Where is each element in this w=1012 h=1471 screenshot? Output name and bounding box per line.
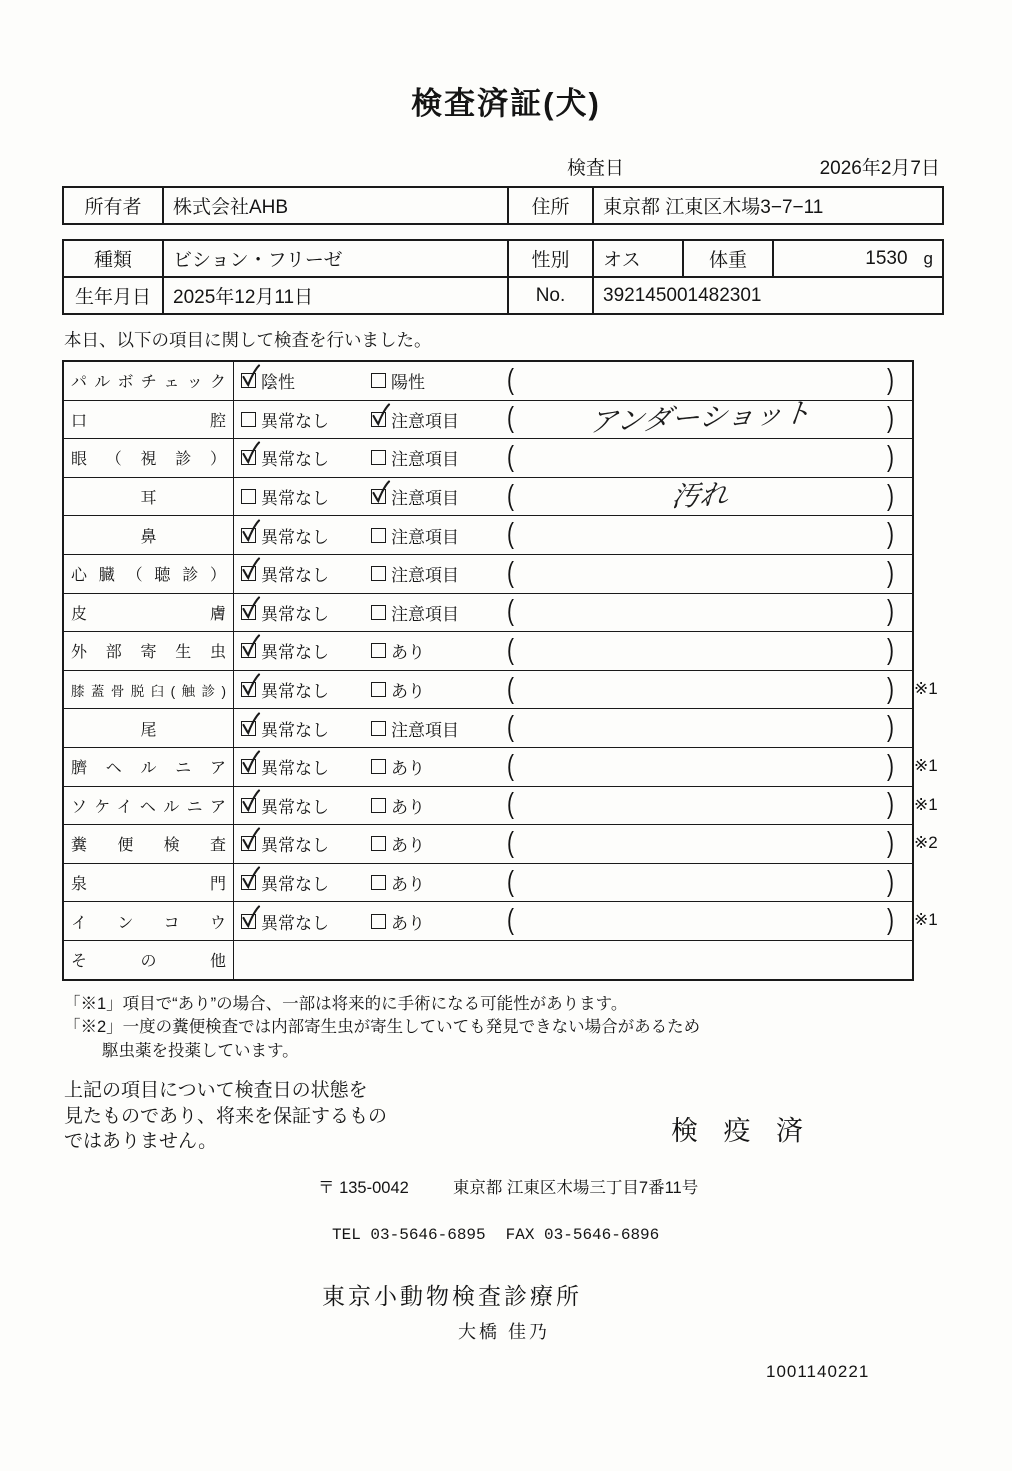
checkbox-icon — [241, 836, 256, 851]
item-label: インコウ — [71, 914, 226, 932]
remarks-field — [501, 750, 912, 782]
item-label: 尾 — [140, 721, 157, 739]
note-area — [514, 758, 887, 776]
item-body-cell — [234, 478, 912, 516]
item-body-cell — [234, 902, 938, 940]
option-1 — [241, 484, 371, 509]
option-2 — [371, 754, 501, 779]
note-area — [514, 874, 887, 892]
note-area — [514, 719, 887, 737]
checklist-row — [64, 825, 938, 864]
close-paren: ) — [887, 711, 894, 743]
checklist-row — [64, 632, 912, 671]
item-label-cell — [64, 439, 234, 477]
handwritten-note: アンダーショット — [587, 396, 813, 440]
checkmark-icon — [240, 519, 262, 543]
checklist-row — [64, 902, 938, 941]
checkbox-icon — [241, 605, 256, 620]
item-body-cell — [234, 439, 912, 477]
checklist-row — [64, 787, 938, 826]
quarantine-stamp: 検 疫 済 — [670, 1116, 812, 1147]
open-paren: ( — [507, 364, 514, 396]
checkbox-icon — [371, 721, 386, 736]
option-2-label: 注意項目 — [391, 489, 459, 509]
option-1 — [241, 909, 371, 934]
open-paren: ( — [507, 711, 514, 743]
note-area — [514, 396, 887, 440]
checkbox-icon — [371, 528, 386, 543]
clinic-name: 東京小動物検査診療所 — [322, 1283, 582, 1310]
checkmark-icon — [240, 905, 262, 929]
weight-number: 1530 — [865, 247, 908, 269]
checklist-row — [64, 941, 912, 979]
item-label: 臍ヘルニア — [71, 760, 226, 778]
option-1 — [241, 445, 371, 470]
checklist-row — [64, 396, 912, 440]
close-paren: ) — [887, 789, 894, 821]
option-1-label: 異常なし — [261, 682, 329, 702]
open-paren: ( — [507, 634, 514, 666]
open-paren: ( — [507, 441, 514, 473]
option-1 — [241, 793, 371, 818]
option-2 — [371, 870, 501, 895]
item-body-cell — [234, 787, 938, 825]
checkbox-icon — [371, 412, 386, 427]
checkbox-icon — [371, 643, 386, 658]
clinic-address — [318, 1174, 1012, 1198]
item-label: パルボチェック — [71, 374, 226, 392]
sex-label: 性別 — [508, 240, 593, 277]
option-2 — [371, 561, 501, 586]
disclaimer-line-2: 見たものであり、将来を保証するもの — [64, 1105, 388, 1127]
option-2 — [371, 484, 501, 509]
footnote-2: 「※2」一度の糞便検査では内部寄生虫が寄生していても発見できない場合があるため — [64, 1018, 701, 1037]
close-paren: ) — [887, 364, 894, 396]
item-label-cell — [64, 362, 234, 400]
checkbox-icon — [241, 412, 256, 427]
disclaimer-text — [64, 1078, 387, 1154]
option-1 — [241, 368, 371, 393]
item-label: 外部寄生虫 — [71, 644, 226, 662]
option-2 — [371, 831, 501, 856]
open-paren: ( — [507, 557, 514, 589]
document-number: 1001140221 — [766, 1362, 870, 1382]
footnote-mark: ※1 — [914, 678, 938, 698]
option-2-label: 注意項目 — [391, 566, 459, 586]
option-1-label: 異常なし — [261, 875, 329, 895]
close-paren: ) — [887, 518, 894, 551]
option-1 — [241, 523, 371, 548]
option-1-label: 陰性 — [261, 373, 295, 393]
open-paren: ( — [507, 403, 514, 435]
note-area — [514, 642, 887, 660]
footnote-1: 「※1」項目で“あり”の場合、一部は将来的に手術になる可能性があります。 — [64, 994, 628, 1013]
open-paren: ( — [507, 866, 514, 898]
owner-label: 所有者 — [63, 187, 163, 224]
remarks-field — [501, 673, 912, 705]
checkmark-icon — [240, 441, 262, 465]
weight-unit: g — [923, 248, 933, 268]
close-paren: ) — [887, 673, 894, 705]
option-1-label: 異常なし — [261, 643, 329, 663]
street-address: 東京都 江東区木場三丁目7番11号 — [452, 1179, 699, 1198]
open-paren: ( — [507, 904, 514, 936]
checkmark-icon — [240, 827, 262, 851]
note-area — [514, 565, 887, 583]
breed-label: 種類 — [63, 240, 163, 277]
note-area — [514, 526, 887, 544]
checkbox-icon — [241, 450, 256, 465]
remarks-field — [501, 364, 912, 396]
item-label: 耳 — [140, 490, 157, 508]
disclaimer-line-1: 上記の項目について検査日の状態を — [64, 1080, 368, 1102]
item-body-cell — [234, 516, 912, 554]
item-label-cell — [64, 478, 234, 516]
checkmark-icon — [240, 673, 262, 697]
item-label-cell — [64, 941, 234, 979]
weight-label: 体重 — [683, 240, 773, 277]
option-2 — [371, 793, 501, 818]
option-2-label: 注意項目 — [391, 720, 459, 740]
item-body-cell — [234, 396, 912, 440]
close-paren: ) — [887, 866, 894, 898]
sex-value: オス — [593, 240, 683, 277]
remarks-field — [501, 827, 912, 859]
close-paren: ) — [887, 441, 894, 473]
item-body-cell — [234, 748, 938, 786]
footnote-mark: ※1 — [914, 755, 938, 775]
item-label: 心臓（聴診） — [71, 567, 226, 585]
checklist-row — [64, 439, 912, 478]
checklist-row — [64, 555, 912, 594]
item-label-cell — [64, 902, 234, 940]
note-area — [514, 603, 887, 621]
item-label-cell — [64, 787, 234, 825]
open-paren: ( — [507, 518, 514, 551]
option-2-label: あり — [391, 875, 425, 895]
owner-value: 株式会社AHB — [163, 187, 508, 224]
footnote-2-continued: 駆虫薬を投薬しています。 — [102, 1042, 299, 1061]
intro-text: 本日、以下の項目に関して検査を行いました。 — [64, 330, 432, 350]
number-label: No. — [508, 277, 593, 314]
disclaimer-line-3: ではありません。 — [64, 1130, 218, 1152]
option-2 — [371, 600, 501, 625]
option-1-label: 異常なし — [261, 836, 329, 856]
remarks-field — [501, 596, 912, 628]
option-2 — [371, 368, 501, 393]
checkbox-icon — [241, 643, 256, 658]
item-label: その他 — [71, 953, 226, 971]
option-2-label: あり — [391, 836, 425, 856]
item-label: 糞便検査 — [71, 837, 226, 855]
address-label: 住所 — [508, 187, 593, 224]
remarks-field — [501, 477, 912, 517]
item-label: 皮膚 — [71, 605, 226, 623]
clinic-phone-line — [332, 1226, 1012, 1244]
option-2 — [371, 407, 501, 432]
close-paren: ) — [887, 827, 894, 859]
checklist-row — [64, 478, 912, 517]
checklist-table — [62, 360, 938, 981]
option-1 — [241, 831, 371, 856]
option-2-label: あり — [391, 759, 425, 779]
checkbox-icon — [371, 836, 386, 851]
option-1 — [241, 870, 371, 895]
item-body-cell — [234, 941, 912, 979]
option-2-label: あり — [391, 682, 425, 702]
checklist-row — [64, 516, 912, 555]
checkbox-icon — [371, 798, 386, 813]
option-1 — [241, 407, 371, 432]
checkbox-icon — [371, 914, 386, 929]
option-1-label: 異常なし — [261, 450, 329, 470]
remarks-field — [501, 557, 912, 589]
item-label-cell — [64, 748, 234, 786]
item-body-cell — [234, 864, 912, 902]
disclaimer-row — [64, 1078, 864, 1154]
option-1 — [241, 600, 371, 625]
checkbox-icon — [371, 373, 386, 388]
checkmark-icon — [240, 789, 262, 813]
item-label-cell — [64, 594, 234, 632]
option-1-label: 異常なし — [261, 720, 329, 740]
option-1-label: 異常なし — [261, 913, 329, 933]
owner-table — [62, 186, 944, 225]
checkmark-icon — [240, 364, 262, 388]
item-label-cell — [64, 864, 234, 902]
option-2-label: あり — [391, 913, 425, 933]
dog-info-table — [62, 239, 944, 315]
option-1-label: 異常なし — [261, 604, 329, 624]
item-label-cell — [64, 671, 234, 709]
checkbox-icon — [241, 798, 256, 813]
item-label-cell — [64, 709, 234, 747]
option-2-label: あり — [391, 643, 425, 663]
option-1-label: 異常なし — [261, 566, 329, 586]
item-label: 眼（視診） — [71, 451, 226, 469]
checkmark-icon — [240, 712, 262, 736]
remarks-field — [501, 396, 912, 440]
footnotes — [64, 993, 1012, 1065]
note-area — [514, 681, 887, 699]
checkmark-icon — [240, 866, 262, 890]
option-2 — [371, 523, 501, 548]
checkmark-icon — [240, 596, 262, 620]
checkmark-icon — [240, 557, 262, 581]
close-paren: ) — [887, 403, 894, 435]
item-label: 泉門 — [71, 876, 226, 894]
postal-code: 〒 135-0042 — [318, 1179, 409, 1198]
option-2-label: あり — [391, 797, 425, 817]
birthdate-label: 生年月日 — [63, 277, 163, 314]
item-label: 膝蓋骨脱臼(触診) — [71, 683, 226, 699]
item-label-cell — [64, 516, 234, 554]
checkmark-icon — [240, 750, 262, 774]
close-paren: ) — [887, 904, 894, 936]
option-1 — [241, 716, 371, 741]
open-paren: ( — [507, 596, 514, 628]
note-area — [514, 477, 887, 517]
checklist-row — [64, 748, 938, 787]
item-label: 口腔 — [71, 412, 226, 430]
footnote-mark: ※1 — [914, 794, 938, 814]
checkbox-icon — [241, 528, 256, 543]
option-2 — [371, 638, 501, 663]
open-paren: ( — [507, 789, 514, 821]
checkbox-icon — [241, 875, 256, 890]
checkbox-icon — [371, 759, 386, 774]
option-2 — [371, 716, 501, 741]
inspection-date-value: 2026年2月7日 — [819, 158, 940, 179]
examiner-name: 大橋 佳乃 — [458, 1322, 551, 1343]
option-1-label: 異常なし — [261, 411, 329, 431]
open-paren: ( — [507, 827, 514, 859]
checkmark-icon — [240, 634, 262, 658]
remarks-field — [501, 518, 912, 551]
option-1-label: 異常なし — [261, 797, 329, 817]
item-label-cell — [64, 401, 234, 439]
checkbox-icon — [371, 450, 386, 465]
item-label-cell — [64, 555, 234, 593]
number-value: 392145001482301 — [593, 277, 943, 314]
item-body-cell — [234, 594, 912, 632]
option-2-label: 注意項目 — [391, 411, 459, 431]
checkbox-icon — [371, 566, 386, 581]
option-1-label: 異常なし — [261, 527, 329, 547]
footnote-mark: ※2 — [914, 833, 938, 853]
item-body-cell — [234, 555, 912, 593]
checkmark-icon — [370, 480, 392, 504]
option-1-label: 異常なし — [261, 759, 329, 779]
note-area — [514, 912, 887, 930]
remarks-field — [501, 711, 912, 743]
weight-value — [773, 240, 943, 277]
item-label: ソケイヘルニア — [71, 798, 226, 816]
checklist-row — [64, 709, 912, 748]
checkbox-icon — [241, 373, 256, 388]
checklist-row — [64, 671, 938, 710]
checkbox-icon — [371, 682, 386, 697]
close-paren: ) — [887, 557, 894, 589]
option-2 — [371, 909, 501, 934]
option-1 — [241, 677, 371, 702]
remarks-field — [501, 441, 912, 473]
checklist-row — [64, 864, 912, 903]
inspection-date-row — [62, 153, 940, 180]
option-2-label: 注意項目 — [391, 604, 459, 624]
item-label-cell — [64, 632, 234, 670]
item-label-cell — [64, 825, 234, 863]
handwritten-note: 汚れ — [670, 477, 731, 513]
item-body-cell — [234, 825, 938, 863]
option-1 — [241, 638, 371, 663]
note-area — [514, 835, 887, 853]
checkbox-icon — [371, 605, 386, 620]
option-2-label: 注意項目 — [391, 527, 459, 547]
open-paren: ( — [507, 750, 514, 782]
option-1 — [241, 561, 371, 586]
remarks-field — [501, 634, 912, 666]
option-1 — [241, 754, 371, 779]
checkbox-icon — [241, 759, 256, 774]
checkbox-icon — [241, 914, 256, 929]
checkbox-icon — [371, 489, 386, 504]
checklist-row — [64, 594, 912, 633]
address-value: 東京都 江東区木場3−7−11 — [593, 187, 943, 224]
open-paren: ( — [507, 480, 514, 512]
note-area — [514, 449, 887, 467]
open-paren: ( — [507, 673, 514, 705]
close-paren: ) — [887, 596, 894, 628]
remarks-field — [501, 789, 912, 821]
item-body-cell — [234, 671, 938, 709]
option-2 — [371, 445, 501, 470]
footnote-mark: ※1 — [914, 910, 938, 930]
remarks-field — [501, 866, 912, 898]
remarks-field — [501, 904, 912, 936]
checkbox-icon — [241, 489, 256, 504]
close-paren: ) — [887, 634, 894, 666]
option-2 — [371, 677, 501, 702]
birthdate-value: 2025年12月11日 — [163, 277, 508, 314]
close-paren: ) — [887, 750, 894, 782]
note-area — [514, 372, 887, 390]
checkbox-icon — [241, 566, 256, 581]
item-label: 鼻 — [140, 528, 157, 546]
item-body-cell — [234, 709, 912, 747]
breed-value: ビション・フリーゼ — [163, 240, 508, 277]
option-1-label: 異常なし — [261, 489, 329, 509]
checkbox-icon — [371, 875, 386, 890]
tel-number: TEL 03-5646-6895 — [332, 1226, 486, 1245]
fax-number: FAX 03-5646-6896 — [505, 1226, 660, 1245]
option-2-label: 注意項目 — [391, 450, 459, 470]
document-title: 検査済証(犬) — [411, 86, 601, 121]
item-body-cell — [234, 632, 912, 670]
checkbox-icon — [241, 682, 256, 697]
checkbox-icon — [241, 721, 256, 736]
close-paren: ) — [887, 480, 894, 512]
note-area — [514, 796, 887, 814]
checkmark-icon — [370, 403, 392, 427]
inspection-date-label: 検査日 — [567, 158, 625, 179]
option-2-label: 陽性 — [391, 373, 425, 393]
